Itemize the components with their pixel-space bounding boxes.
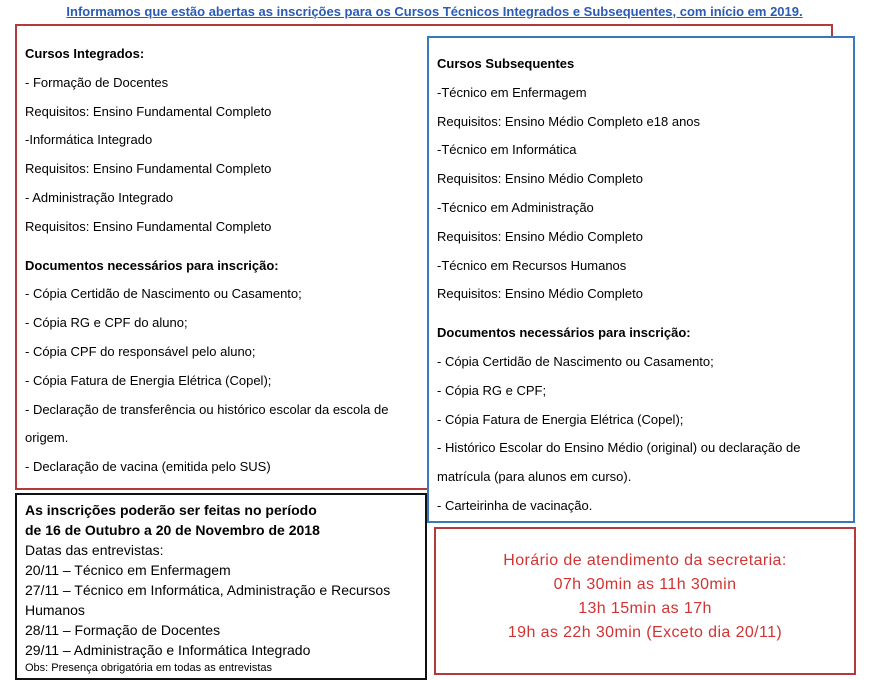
office-hours-box (434, 527, 856, 675)
integrated-course-line: - Formação de Docentes (25, 74, 169, 90)
integrated-docs-title: Documentos necessários para inscrição: (25, 257, 279, 273)
integrated-doc-item: - Cópia CPF do responsável pelo aluno; (25, 343, 256, 359)
subsequent-requirement-line: Requisitos: Ensino Médio Completo (437, 286, 643, 302)
integrated-doc-item: - Cópia Fatura de Energia Elétrica (Copel); (25, 372, 272, 388)
interviews-title: Datas das entrevistas: (25, 542, 164, 558)
integrated-doc-item: - Cópia Certidão de Nascimento ou Casamento; (25, 286, 302, 302)
office-hours-slot: 07h 30min as 11h 30min (553, 576, 737, 593)
office-hours-slot: 19h as 22h 30min (Exceto dia 20/11) (507, 624, 783, 641)
subsequent-doc-item: - Cópia Fatura de Energia Elétrica (Copel); (437, 411, 684, 427)
registration-period-line: As inscrições poderão ser feitas no período (25, 502, 317, 518)
interview-date-item: 28/11 – Formação de Docentes (25, 622, 221, 638)
integrated-course-line: - Administração Integrado (25, 189, 174, 205)
subsequent-requirement-line: Requisitos: Ensino Médio Completo (437, 171, 643, 187)
subsequent-doc-item: - Carteirinha de vacinação. (437, 497, 593, 513)
subsequent-course-line: -Técnico em Informática (437, 142, 577, 158)
announcement-banner: Informamos que estão abertas as inscrições para os Cursos Técnicos Integrados e Subsequentes, com início em 2019. (66, 4, 803, 19)
integrated-course-line: -Informática Integrado (25, 132, 153, 148)
integrated-doc-item: - Declaração de transferência ou histórico escolar da escola de origem. (25, 401, 389, 446)
subsequent-course-line: -Técnico em Recursos Humanos (437, 257, 627, 273)
registration-period-box (15, 493, 427, 680)
interview-date-item: 20/11 – Técnico em Enfermagem (25, 562, 231, 578)
subsequent-course-line: -Técnico em Administração (437, 199, 594, 215)
integrated-doc-item: - Cópia RG e CPF do aluno; (25, 315, 188, 331)
interview-date-item: 27/11 – Técnico em Informática, Administração e Recursos Humanos (25, 582, 391, 618)
subsequent-docs-title: Documentos necessários para inscrição: (437, 325, 691, 341)
office-hours-title: Horário de atendimento da secretaria: (503, 552, 787, 569)
subsequent-requirement-line: Requisitos: Ensino Médio Completo (437, 228, 643, 244)
registration-period-dates: de 16 de Outubro a 20 de Novembro de 2018 (25, 522, 320, 538)
office-hours-slot: 13h 15min as 17h (578, 600, 712, 617)
subsequent-requirement-line: Requisitos: Ensino Médio Completo e18 anos (437, 113, 701, 129)
interview-date-item: 29/11 – Administração e Informática Integrado (25, 642, 311, 658)
subsequent-courses-box (427, 36, 855, 523)
subsequent-doc-item: - Histórico Escolar do Ensino Médio (original) ou declaração de matrícula (para alunos em curso). (437, 440, 801, 485)
integrated-courses-title: Cursos Integrados: (25, 46, 145, 61)
integrated-requirement-line: Requisitos: Ensino Fundamental Completo (25, 103, 272, 119)
integrated-requirement-line: Requisitos: Ensino Fundamental Completo (25, 161, 272, 177)
interview-note: Obs: Presença obrigatória em todas as entrevistas (25, 662, 273, 674)
subsequent-courses-title: Cursos Subsequentes (437, 56, 575, 71)
integrated-requirement-line: Requisitos: Ensino Fundamental Completo (25, 218, 272, 234)
integrated-doc-item: - Declaração de vacina (emitida pelo SUS) (25, 459, 271, 475)
subsequent-doc-item: - Cópia Certidão de Nascimento ou Casamento; (437, 353, 714, 369)
subsequent-doc-item: - Cópia RG e CPF; (437, 382, 547, 398)
subsequent-course-line: -Técnico em Enfermagem (437, 84, 587, 100)
